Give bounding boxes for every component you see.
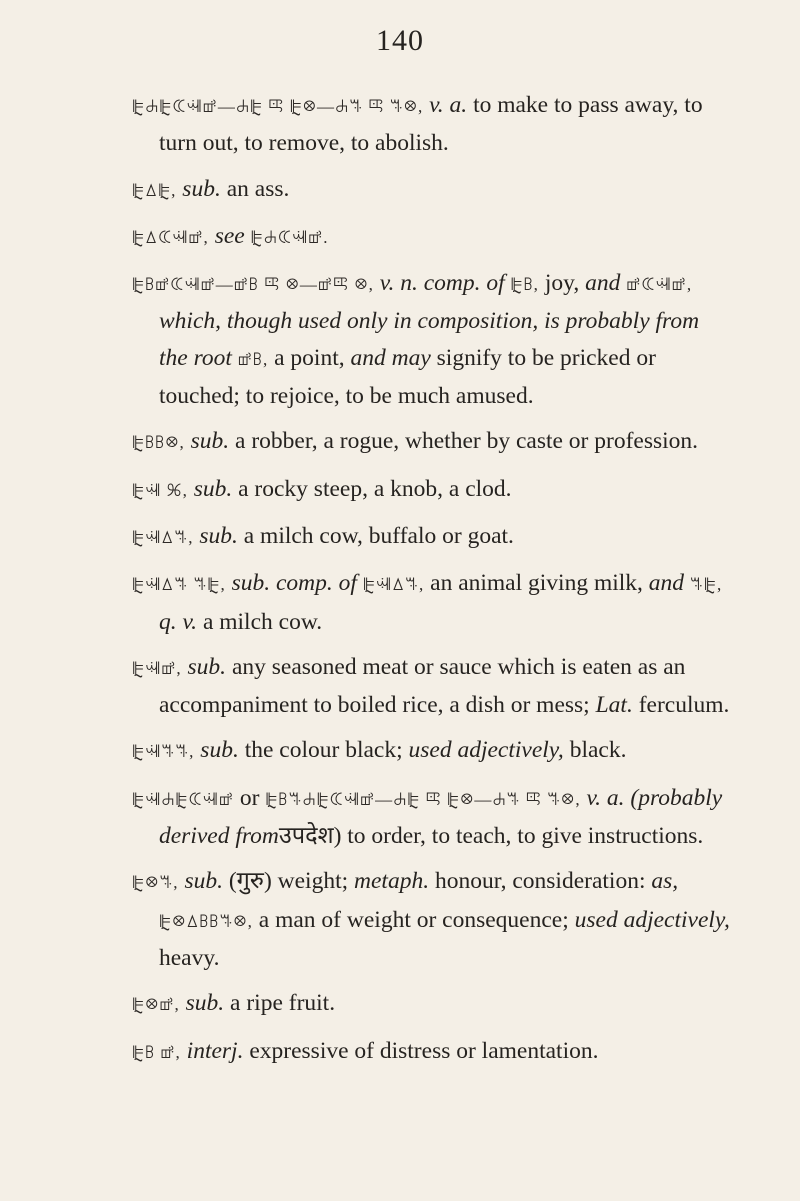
headword: ꕟꕝꕡ,: [132, 658, 182, 678]
dictionary-entry: [132, 985, 732, 1023]
definition: a point,: [274, 344, 345, 371]
headword: ꕟꕝꕈꕟꕆꕝꕡ: [132, 789, 234, 809]
definition: signify to be pricked or touched; to rejoice, to be much amused.: [159, 344, 656, 410]
headword: ꕟꕗꕡꕆꕝꕡ—ꕡꕗ ꕓ ꕕ—ꕡꕓ ꕕ,: [132, 275, 374, 295]
definition: expressive of distress or lamentation.: [249, 1037, 599, 1064]
see-label: see: [214, 222, 245, 249]
definition: weight;: [277, 868, 349, 895]
headword: ꕟꕗ ꕡ,: [132, 1042, 181, 1062]
grammar-label: interj.: [186, 1037, 244, 1064]
usage-note: and may: [350, 344, 431, 371]
dictionary-entry: [132, 1033, 732, 1071]
headword: ꕟꕝ ꕑ,: [132, 480, 188, 500]
cross-reference: ꕟꕝꕔꕐ,: [362, 575, 425, 595]
dictionary-entry: [132, 265, 732, 414]
sanskrit-word: (गुरु): [228, 868, 272, 895]
or-label: or: [239, 784, 260, 811]
grammar-label: sub.: [199, 522, 238, 549]
dictionary-entry: [132, 218, 732, 256]
definition: the colour black;: [244, 737, 403, 764]
dictionary-entry: [132, 649, 732, 724]
page-number: 140: [376, 24, 424, 57]
headword: ꕟꕕꕡ,: [132, 995, 180, 1015]
definition: to order, to teach, to give instructions.: [347, 823, 704, 850]
definition: a man of weight or consequence;: [258, 906, 569, 933]
definition: an ass.: [226, 175, 290, 202]
headword: ꕟꕝꕐꕐ,: [132, 742, 195, 762]
definition: black.: [569, 737, 627, 764]
cross-reference: ꕟꕈꕆꕝꕡ.: [250, 227, 329, 247]
usage-note: used adjectively,: [574, 906, 730, 933]
metaph-label: metaph.: [354, 868, 430, 895]
headword: ꕟꕕꕐ,: [132, 873, 179, 893]
definition: a robber, a rogue, whether by caste or profession.: [235, 428, 699, 455]
grammar-label: v. n.: [379, 270, 418, 297]
latin-label: Lat.: [595, 692, 633, 719]
headword: ꕟꕔꕟ,: [132, 180, 177, 200]
definition: a milch cow, buffalo or goat.: [243, 522, 514, 549]
definition: a rocky steep, a knob, a clod.: [238, 475, 512, 502]
dictionary-entry: [132, 423, 732, 461]
definition: any seasoned meat or sauce which is eaten as an accompaniment to boiled rice, a dish or mess;: [159, 653, 686, 719]
comp-label: comp. of: [423, 270, 505, 297]
etymology-note: (probably derived from: [159, 784, 723, 850]
latin-word: ferculum.: [638, 692, 730, 719]
headword: ꕟꕔꕆꕝꕡ,: [132, 227, 209, 247]
headword: ꕟꕗꕗꕕ,: [132, 433, 185, 453]
definition: an animal giving milk,: [430, 570, 643, 597]
dictionary-entry: [132, 780, 732, 855]
usage-note: used adjectively,: [408, 737, 564, 764]
and-label: and: [648, 570, 685, 597]
and-label: and: [585, 270, 621, 297]
cross-reference: ꕡꕆꕝꕡ,: [626, 275, 693, 295]
grammar-label: v. a.: [429, 92, 468, 118]
grammar-label: sub.: [182, 175, 221, 202]
as-label: as,: [651, 868, 679, 895]
headword: ꕟꕈꕟꕆꕝꕡ—ꕈꕟ ꕓ ꕟꕕ—ꕈꕐ ꕓ ꕐꕕ,: [132, 97, 424, 116]
headword: ꕟꕝꕔꕐ ꕐꕟ,: [132, 575, 226, 595]
grammar-label: sub.: [185, 990, 225, 1017]
dictionary-entries: [132, 87, 732, 1080]
headword: ꕟꕝꕔꕐ,: [132, 527, 194, 547]
definition: heavy.: [159, 944, 220, 971]
cross-reference: ꕟꕗ,: [510, 275, 539, 295]
grammar-label: sub.: [200, 737, 239, 764]
dictionary-entry: [132, 471, 732, 509]
qv-label: q. v.: [159, 608, 198, 635]
dictionary-entry: [132, 518, 732, 556]
dictionary-entry: [132, 565, 732, 640]
example-phrase: ꕟꕕꕔꕗꕗꕐꕕ,: [159, 911, 253, 931]
definition: honour, consideration:: [434, 868, 646, 895]
grammar-label: sub.: [184, 868, 223, 895]
grammar-label: v. a.: [586, 784, 625, 811]
dictionary-entry: [132, 863, 732, 976]
grammar-label: sub.: [193, 475, 233, 502]
definition: a milch cow.: [202, 608, 323, 635]
root-word: ꕡꕗ,: [237, 349, 269, 369]
dictionary-entry: [132, 171, 732, 209]
definition: joy,: [544, 270, 580, 297]
etymology-note: which, though used only in composition, is probably from the root: [159, 308, 700, 371]
sanskrit-word: उपदेश: [278, 823, 334, 850]
dictionary-entry: [132, 87, 732, 162]
definition: to make to pass away, to turn out, to remove, to abolish.: [159, 92, 703, 157]
definition: a ripe fruit.: [230, 990, 336, 1017]
grammar-label: sub. comp. of: [231, 570, 357, 597]
grammar-label: sub.: [187, 653, 227, 680]
headword-variant: ꕟꕗꕐꕈꕟꕆꕝꕡ—ꕈꕟ ꕓ ꕟꕕ—ꕈꕐ ꕓ ꕐꕕ,: [265, 789, 581, 809]
grammar-label: sub.: [190, 428, 230, 455]
paren-close: ): [333, 823, 342, 850]
cross-reference: ꕐꕟ,: [689, 575, 723, 595]
dictionary-entry: [132, 732, 732, 770]
